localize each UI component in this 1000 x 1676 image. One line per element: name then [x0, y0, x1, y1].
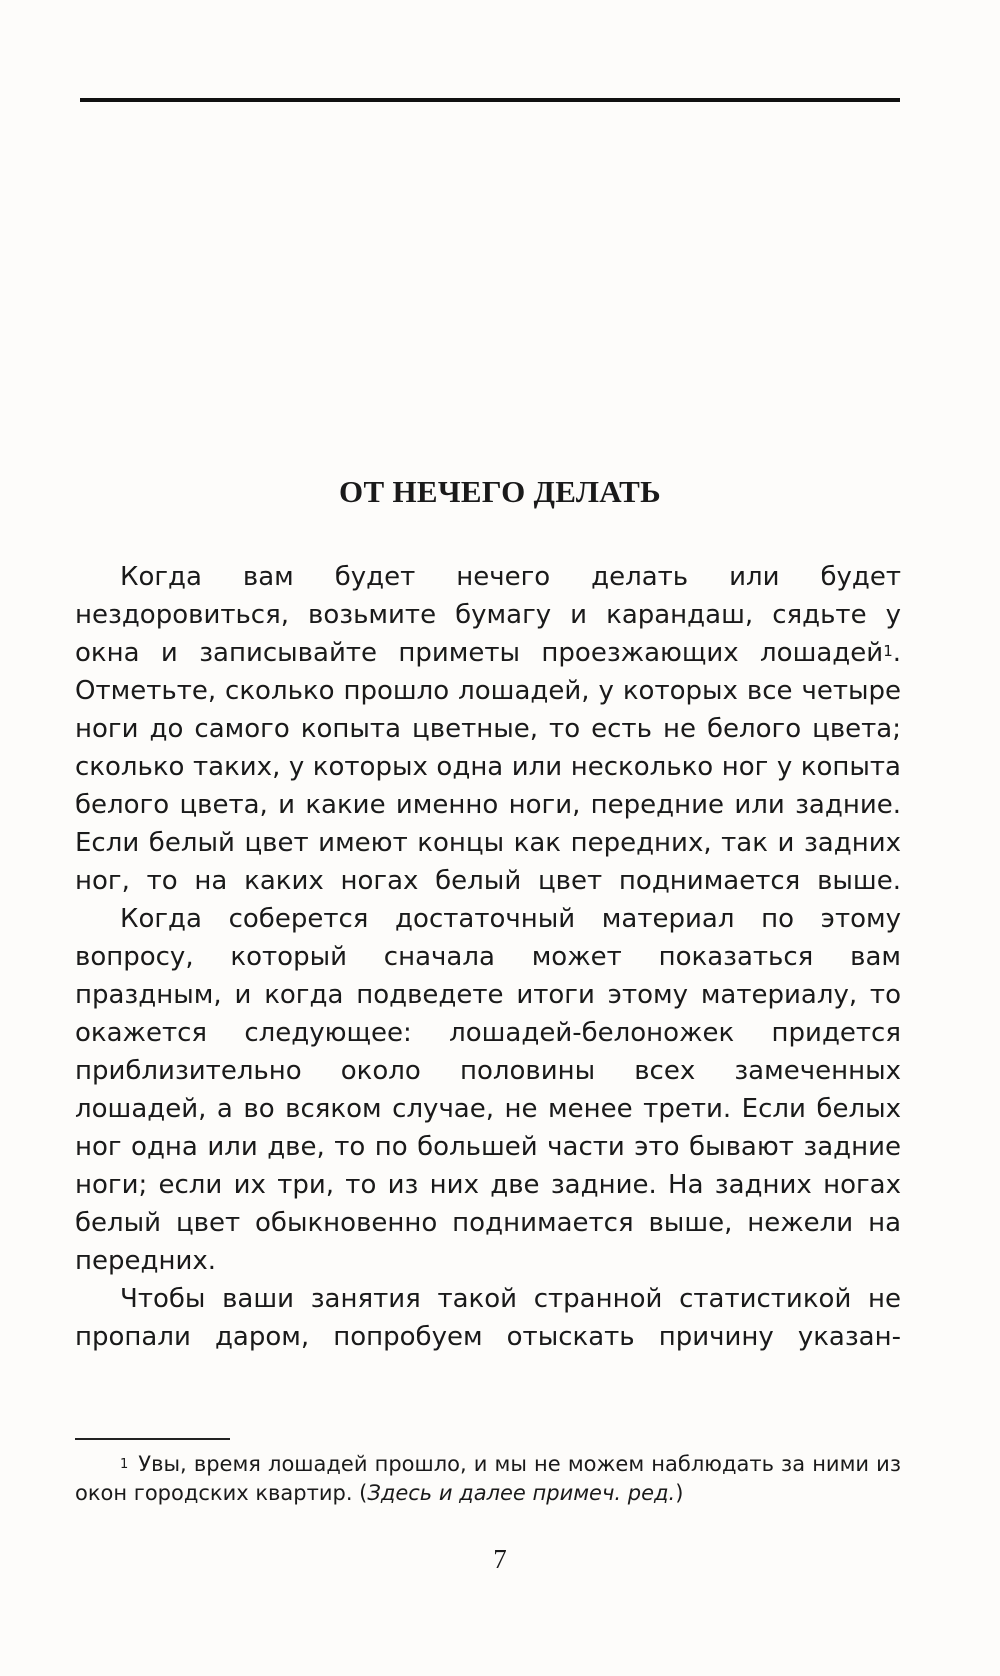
paragraph-1-text: Когда вам будет нечего делать или будет нездоровиться, возьмите бумагу и карандаш, сядьте у окна и записывайте приметы проезжающих лошадей — [75, 562, 901, 668]
footnote — [75, 1450, 901, 1508]
chapter-title: ОТ НЕЧЕГО ДЕЛАТЬ — [339, 474, 661, 509]
footnote-editor-note: Здесь и далее примеч. ред. — [367, 1481, 676, 1505]
body-text — [75, 558, 901, 1356]
footnote-reference: 1 — [883, 642, 893, 660]
footnote-separator — [75, 1438, 230, 1440]
footnote-closing: ) — [675, 1481, 684, 1505]
header-rule — [80, 98, 900, 102]
paragraph-1 — [75, 558, 901, 900]
paragraph-3: Чтобы ваши занятия такой странной статистикой не пропали даром, попробуем отыскать причину указан- — [75, 1284, 901, 1352]
paragraph-2: Когда соберется достаточный материал по этому вопросу, который сначала может показаться вам праздным, и когда подведете итоги этому материалу, то окажется следующее: лошадей-белоножек придется приблизительно около половины всех замеченных лошадей, а во всяком случае, не менее трети. Если белых ног одна или две, то по большей части это бывают задние ноги; если их три, то из них две задние. На задних ногах белый цвет обыкновенно поднимается выше, нежели на передних. — [75, 904, 901, 1276]
paragraph-1-text-cont: . Отметьте, сколько прошло лошадей, у которых все четыре ноги до самого копыта цветные, то есть не белого цвета; сколько таких, у которых одна или несколько ног у копыта белого цвета, и какие именно ноги, передние или задние. Если белый цвет имеют концы как передних, так и задних ног, то на каких ногах белый цвет поднимается выше. — [75, 638, 901, 896]
page-number: 7 — [493, 1544, 507, 1574]
footnote-text: Увы, время лошадей прошло, и мы не можем наблюдать за ними из окон городских квартир. ( — [75, 1452, 901, 1505]
footnote-mark: 1 — [120, 1457, 129, 1472]
